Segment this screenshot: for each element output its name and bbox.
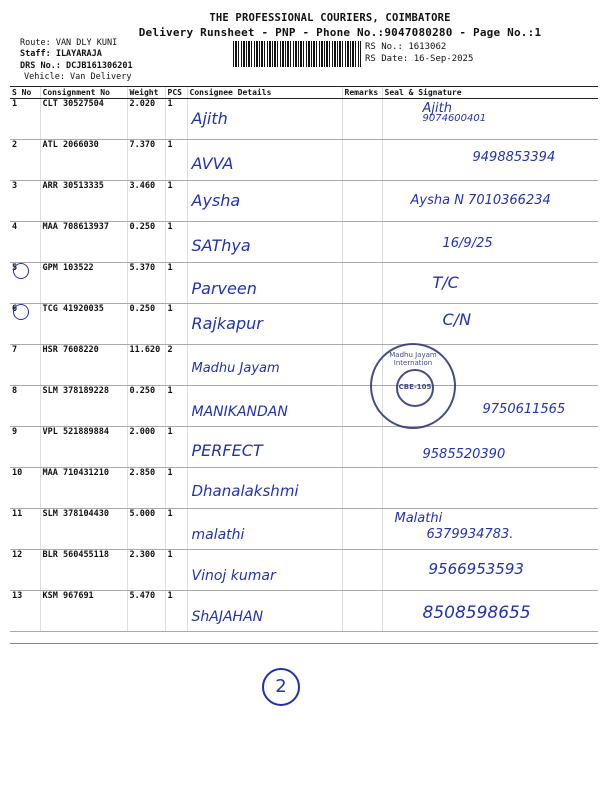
row-consignment: GPM 103522 [40,263,127,304]
row-consignment: SLM 378189228 [40,386,127,427]
row-remarks [342,304,382,345]
signature-handwriting: 9750611565 [482,402,566,417]
row-consignee-cell [187,222,342,263]
consignee-handwriting: malathi [191,527,245,543]
row-remarks [342,427,382,468]
signature-handwriting: 9585520390 [422,447,506,462]
circle-mark [13,263,29,279]
row-consignee-cell [187,509,342,550]
signature-handwriting: 16/9/25 [442,236,493,251]
col-header-consignee: Consignee Details [187,87,342,99]
row-remarks [342,222,382,263]
row-consignment: BLR 560455118 [40,550,127,591]
row-pcs: 1 [165,304,187,345]
row-weight: 3.460 [127,181,165,222]
row-remarks [342,591,382,632]
row-remarks [342,99,382,140]
row-remarks [342,140,382,181]
row-signature-cell [382,99,598,140]
row-sno: 5 [12,263,18,273]
col-header-weight: Weight [127,87,165,99]
row-pcs: 1 [165,427,187,468]
row-consignee-cell [187,140,342,181]
row-weight: 5.470 [127,591,165,632]
row-pcs: 1 [165,263,187,304]
row-weight: 2.850 [127,468,165,509]
barcode [233,41,361,67]
row-weight: 5.000 [127,509,165,550]
row-consignee-cell [187,468,342,509]
row-weight: 7.370 [127,140,165,181]
row-weight: 0.250 [127,304,165,345]
row-pcs: 1 [165,222,187,263]
consignee-handwriting: ShAJAHAN [191,609,264,625]
row-sno: 10 [10,468,40,509]
row-weight: 0.250 [127,222,165,263]
table-row [10,99,598,140]
row-remarks [342,263,382,304]
row-sno: 7 [10,345,40,386]
table-row [10,591,598,632]
row-pcs: 1 [165,509,187,550]
row-weight: 2.020 [127,99,165,140]
row-weight: 5.370 [127,263,165,304]
signature-handwriting: Ajith [422,101,452,116]
row-pcs: 1 [165,386,187,427]
table-row [10,468,598,509]
col-header-pcs: PCS [165,87,187,99]
company-title: THE PROFESSIONAL COURIERS, COIMBATORE [209,12,451,24]
stamp-ring-text: Madhu Jayam Internation [389,351,437,367]
row-consignee-cell [187,345,342,386]
row-weight: 2.000 [127,427,165,468]
row-pcs: 1 [165,140,187,181]
row-sno: 9 [10,427,40,468]
row-consignment: ATL 2066030 [40,140,127,181]
signature-handwriting: T/C [432,273,459,292]
table-header-row [10,87,598,99]
staff-label: Staff: ILAYARAJA [20,49,102,59]
consignee-handwriting: MANIKANDAN [191,404,288,420]
route-label: Route: VAN DLY KUNI [20,38,118,48]
row-sno: 6 [12,304,18,314]
row-sno: 3 [10,181,40,222]
row-sno: 8 [10,386,40,427]
row-signature-cell [382,468,598,509]
row-pcs: 1 [165,468,187,509]
signature-handwriting: 8508598655 [422,603,531,623]
row-consignment: SLM 378104430 [40,509,127,550]
row-pcs: 2 [165,345,187,386]
row-pcs: 1 [165,181,187,222]
row-consignee-cell [187,427,342,468]
table-row [10,304,598,345]
signature-phone: 6379934783. [426,527,514,542]
col-header-sno: S No [10,87,40,99]
row-signature-cell [382,509,598,550]
row-consignee-cell [187,181,342,222]
circled-page-number: 2 [262,668,300,706]
consignee-handwriting: Vinoj kumar [191,568,276,584]
col-header-signature: Seal & Signature [382,87,598,99]
row-sno: 12 [10,550,40,591]
table-row [10,386,598,427]
row-consignment: VPL 521889884 [40,427,127,468]
row-sno: 13 [10,591,40,632]
consignee-handwriting: Rajkapur [191,314,263,333]
row-remarks [342,181,382,222]
col-header-consignment: Consignment No [40,87,127,99]
drs-number: DRS No.: DCJB161306201 [20,61,133,71]
row-consignment: TCG 41920035 [40,304,127,345]
rs-number: RS No.: 1613062 [365,42,447,52]
table-row [10,509,598,550]
row-sno: 2 [10,140,40,181]
row-consignee-cell [187,263,342,304]
consignee-handwriting: AVVA [191,154,234,173]
row-sno-cell [10,304,40,345]
row-signature-cell [382,222,598,263]
vehicle-label: Vehicle: Van Delivery [24,72,132,82]
table-row [10,181,598,222]
consignee-handwriting: PERFECT [191,441,263,460]
row-signature-cell [382,181,598,222]
row-sno-cell [10,263,40,304]
row-weight: 2.300 [127,550,165,591]
row-consignee-cell [187,550,342,591]
table-row [10,427,598,468]
row-remarks [342,468,382,509]
row-pcs: 1 [165,550,187,591]
table-row [10,140,598,181]
table-bottom-rule [10,643,598,644]
row-consignment: MAA 708613937 [40,222,127,263]
signature-handwriting: C/N [442,310,472,329]
row-weight: 11.620 [127,345,165,386]
courier-seal-stamp [370,343,456,429]
row-consignee-cell [187,99,342,140]
consignee-handwriting: Aysha [191,191,241,210]
row-sno: 4 [10,222,40,263]
consignee-handwriting: SAThya [191,236,251,255]
row-signature-cell [382,550,598,591]
row-signature-cell [382,304,598,345]
signature-phone: 9074600401 [422,113,487,124]
row-pcs: 1 [165,99,187,140]
row-consignment: MAA 710431210 [40,468,127,509]
row-signature-cell [382,263,598,304]
consignee-handwriting: Madhu Jayam [191,361,280,376]
row-remarks [342,550,382,591]
stamp-code: CBE-105 [398,383,432,391]
table-row [10,222,598,263]
table-row [10,550,598,591]
row-sno: 1 [10,99,40,140]
row-signature-cell [382,591,598,632]
row-signature-cell [382,427,598,468]
row-sno: 11 [10,509,40,550]
row-pcs: 1 [165,591,187,632]
consignee-handwriting: Ajith [191,109,228,128]
signature-handwriting: Malathi [394,511,443,526]
row-consignment: HSR 7608220 [40,345,127,386]
signature-handwriting: 9498853394 [472,150,556,165]
row-signature-cell [382,140,598,181]
consignee-handwriting: Dhanalakshmi [191,482,299,500]
row-consignment: CLT 30527504 [40,99,127,140]
row-consignee-cell [187,304,342,345]
rs-date: RS Date: 16-Sep-2025 [365,54,474,64]
table-row [10,345,598,386]
consignee-handwriting: Parveen [191,279,257,298]
row-remarks [342,509,382,550]
row-consignment: ARR 30513335 [40,181,127,222]
row-consignment: KSM 967691 [40,591,127,632]
runsheet-table [10,86,598,632]
runsheet-subtitle: Delivery Runsheet - PNP - Phone No.:9047080280 - Page No.:1 [138,26,542,39]
circle-mark [13,304,29,320]
row-consignee-cell [187,591,342,632]
signature-handwriting: Aysha N 7010366234 [410,193,551,208]
signature-handwriting: 9566953593 [428,560,524,578]
table-row [10,263,598,304]
row-consignee-cell [187,386,342,427]
col-header-remarks: Remarks [342,87,382,99]
row-weight: 0.250 [127,386,165,427]
